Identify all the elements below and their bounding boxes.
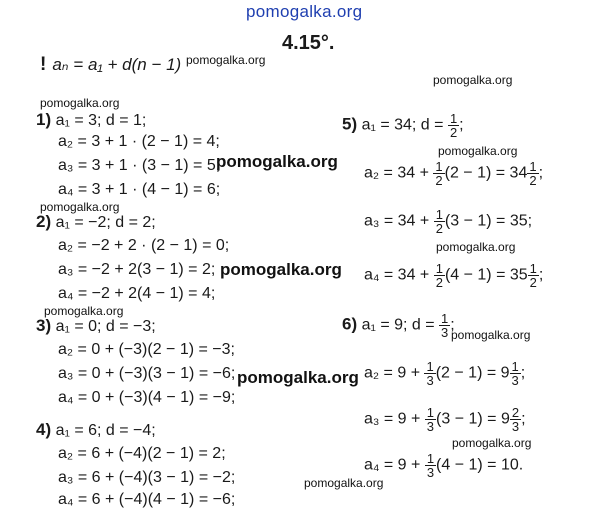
watermark-top: pomogalka.org [246,2,363,21]
watermark: pomogalka.org [186,53,266,67]
watermark: pomogalka.org [436,240,516,254]
solution-2-line: a₂ = −2 + 2 · (2 − 1) = 0; [58,237,230,254]
solution-3-line: a₃ = 0 + (−3)(3 − 1) = −6; [58,365,236,382]
watermark: pomogalka.org [433,73,513,87]
fraction: $\frac{1}{2}$ [435,159,443,188]
fraction: $\frac{1}{2}$ [435,261,443,290]
solution-3-line: a₂ = 0 + (−3)(2 − 1) = −3; [58,341,235,358]
formula-text: aₙ = a₁ + d(n − 1) [52,55,182,74]
watermark: pomogalka.org [40,96,120,110]
watermark: pomogalka.org [438,144,518,158]
solution-3-line: a₄ = 0 + (−3)(4 − 1) = −9; [58,389,236,406]
solution-4-given: 4) a₁ = 6; d = −4; [36,420,156,439]
watermark-big: pomogalka.org [216,152,338,171]
fraction: $\frac{2}{3}$ [511,405,520,434]
solution-5-line: a₃ = 34 + $\frac{1}{2}$ (3 − 1) = 35; [364,207,533,236]
solution-4-line: a₄ = 6 + (−4)(4 − 1) = −6; [58,491,236,508]
solution-6-line: a₄ = 9 + $\frac{1}{3}$ (4 − 1) = 10. [364,451,524,480]
solution-5-given: 5) a₁ = 34; d = $\frac{1}{2}$ ; [342,111,464,140]
solution-1-given: 1) a₁ = 3; d = 1; [36,110,147,129]
solution-1-line: a₃ = 3 + 1 · (3 − 1) = 5; [58,157,221,174]
solution-2-given: 2) a₁ = −2; d = 2; [36,212,156,231]
solution-3-given: 3) a₁ = 0; d = −3; [36,316,156,335]
formula [40,54,181,76]
formula-mark: ! [40,54,47,75]
watermark-big: pomogalka.org [220,260,342,279]
fraction: $\frac{1}{2}$ [449,111,458,140]
solution-1-line: a₄ = 3 + 1 · (4 − 1) = 6; [58,181,221,198]
solution-4-line: a₂ = 6 + (−4)(2 − 1) = 2; [58,445,226,462]
fraction: $\frac{1}{2}$ [435,207,443,236]
fraction: $\frac{1}{3}$ [426,359,434,388]
fraction: $\frac{1}{3}$ [426,451,435,480]
solution-4-line: a₃ = 6 + (−4)(3 − 1) = −2; [58,469,236,486]
fraction: $\frac{1}{3}$ [426,405,435,434]
fraction: $\frac{1}{3}$ [441,311,449,340]
fraction: $\frac{1}{2}$ [529,261,537,290]
solution-2-line: a₄ = −2 + 2(4 − 1) = 4; [58,285,216,302]
solution-6-line: a₃ = 9 + $\frac{1}{3}$ (3 − 1) = 9 $\frac{2}{3}$ ; [364,405,526,434]
task-number: 4.15°. [282,32,335,54]
solution-2-line: a₃ = −2 + 2(3 − 1) = 2; [58,261,216,278]
watermark: pomogalka.org [304,476,384,490]
solution-5-line: a₄ = 34 + $\frac{1}{2}$ (4 − 1) = 35 $\frac{1}{2}$ ; [364,261,544,290]
solution-5-line: a₂ = 34 + $\frac{1}{2}$ (2 − 1) = 34 $\frac{1}{2}$ ; [364,159,544,188]
watermark: pomogalka.org [451,328,531,342]
watermark: pomogalka.org [40,200,120,214]
watermark: pomogalka.org [452,436,532,450]
fraction: $\frac{1}{2}$ [529,159,537,188]
watermark: pomogalka.org [44,304,124,318]
solution-6-given: 6) a₁ = 9; d = $\frac{1}{3}$ ; [342,311,455,340]
solution-6-line: a₂ = 9 + $\frac{1}{3}$ (2 − 1) = 9 $\frac{1}{3}$ ; [364,359,526,388]
watermark-big: pomogalka.org [237,368,359,387]
fraction: $\frac{1}{3}$ [511,359,519,388]
solution-1-line: a₂ = 3 + 1 · (2 − 1) = 4; [58,133,220,150]
